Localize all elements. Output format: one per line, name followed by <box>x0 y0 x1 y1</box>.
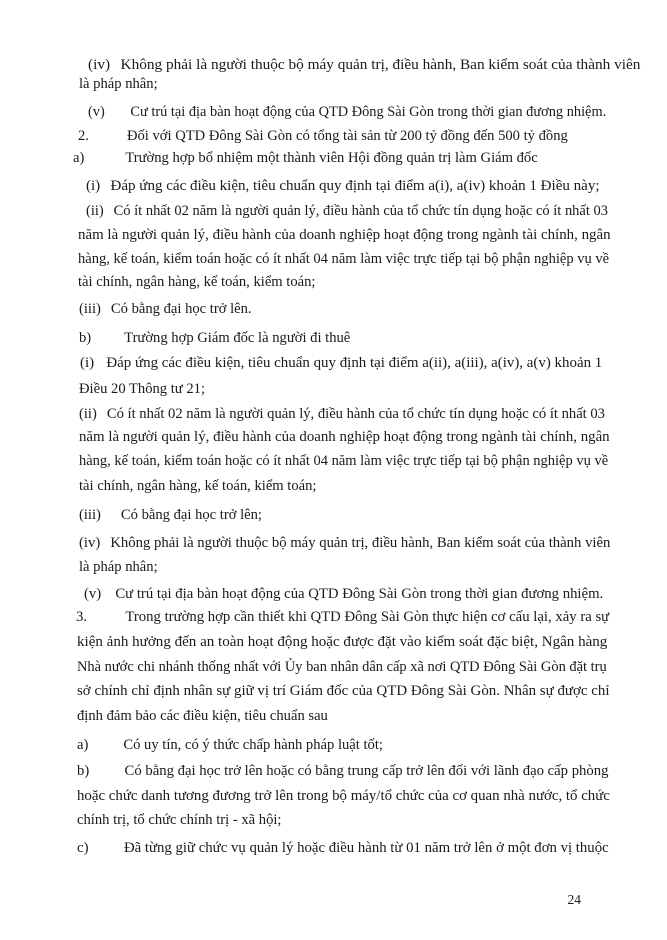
list-marker: b) <box>79 330 92 346</box>
line-text: Trong trường hợp cần thiết khi QTD Đông Sài Gòn thực hiện cơ cấu lại, xảy ra sự <box>125 609 610 625</box>
list-marker: (i) <box>80 355 95 371</box>
text-line <box>79 300 252 318</box>
list-marker: a) <box>73 150 85 166</box>
text-line <box>88 103 606 121</box>
line-text: Có ít nhất 02 năm là người quản lý, điều hành của tổ chức tín dụng hoặc có ít nhất 03 <box>113 203 608 219</box>
line-text: Cư trú tại địa bàn hoạt động của QTD Đông Sài Gòn trong thời gian đương nhiệm. <box>130 104 607 120</box>
line-text: Không phải là người thuộc bộ máy quản trị, điều hành, Ban kiểm soát của thành viên <box>120 57 641 73</box>
line-text: Nhà nước chi nhánh thống nhất với Ủy ban nhân dân cấp xã nơi QTD Đông Sài Gòn đặt trụ <box>77 659 607 675</box>
text-line <box>73 149 538 167</box>
text-line <box>76 608 609 626</box>
text-line <box>86 202 608 220</box>
text-line <box>79 477 317 495</box>
line-text: Điều 20 Thông tư 21; <box>79 381 206 397</box>
text-line <box>77 682 609 700</box>
line-text: sở chính chỉ định nhân sự giữ vị trí Giám đốc của QTD Đông Sài Gòn. Nhân sự được chỉ <box>77 683 610 699</box>
line-text: Đáp ứng các điều kiện, tiêu chuẩn quy định tại điểm a(i), a(iv) khoản 1 Điều này; <box>110 178 600 194</box>
line-text: Có bằng đại học trở lên. <box>110 301 252 317</box>
list-marker: 3. <box>76 609 88 625</box>
text-line <box>78 250 609 268</box>
line-text: Đáp ứng các điều kiện, tiêu chuẩn quy định tại điểm a(ii), a(iii), a(iv), a(v) khoản 1 <box>106 355 603 371</box>
line-text: tài chính, ngân hàng, kế toán, kiểm toán; <box>78 274 316 290</box>
text-line <box>88 56 640 74</box>
line-text: năm là người quản lý, điều hành của doanh nghiệp hoạt động trong ngành tài chính, ngân <box>79 429 610 445</box>
text-line <box>79 329 350 347</box>
text-line <box>79 506 262 524</box>
line-text: kiện ảnh hưởng đến an toàn hoạt động hoặc được đặt vào kiểm soát đặc biệt, Ngân hàng <box>77 634 608 650</box>
line-text: Cư trú tại địa bàn hoạt động của QTD Đông Sài Gòn trong thời gian đương nhiệm. <box>115 586 604 602</box>
line-text: hàng, kế toán, kiểm toán hoặc có ít nhất 04 năm làm việc trực tiếp tại bộ phận nghiệp vụ về <box>79 453 609 469</box>
line-text: hoặc chức danh tương đương trở lên trong bộ máy/tổ chức của cơ quan nhà nước, tổ chức <box>77 788 610 804</box>
list-marker: (iii) <box>79 507 101 523</box>
text-line <box>77 707 328 725</box>
text-line <box>77 658 607 676</box>
line-text: là pháp nhân; <box>79 559 158 575</box>
text-line <box>79 534 610 552</box>
line-text: hàng, kế toán, kiểm toán hoặc có ít nhất 04 năm làm việc trực tiếp tại bộ phận nghiệp vụ về <box>78 251 610 267</box>
text-line <box>84 585 603 603</box>
text-line <box>77 633 607 651</box>
text-line <box>77 787 610 805</box>
list-marker: c) <box>77 840 89 856</box>
text-line <box>78 226 611 244</box>
list-marker: (i) <box>86 178 101 194</box>
list-marker: (ii) <box>79 406 97 422</box>
line-text: Có uy tín, có ý thức chấp hành pháp luật tốt; <box>123 737 383 753</box>
line-text: Có bằng đại học trở lên; <box>120 507 262 523</box>
text-line <box>79 405 605 423</box>
list-marker: (v) <box>88 104 105 120</box>
text-line <box>78 127 568 145</box>
list-marker: (iii) <box>79 301 101 317</box>
list-marker: 2. <box>78 128 89 144</box>
line-text: Trường hợp bổ nhiệm một thành viên Hội đồng quản trị làm Giám đốc <box>125 150 538 166</box>
text-line <box>80 354 602 372</box>
text-line <box>77 736 383 754</box>
list-marker: (v) <box>84 586 102 602</box>
page-number: 24 <box>567 892 581 907</box>
list-marker: (iv) <box>79 535 101 551</box>
line-text: Không phải là người thuộc bộ máy quản trị, điều hành, Ban kiểm soát của thành viên <box>110 535 611 551</box>
text-line <box>79 452 608 470</box>
text-line <box>79 75 158 93</box>
list-marker: a) <box>77 737 89 753</box>
line-text: Có ít nhất 02 năm là người quản lý, điều hành của tổ chức tín dụng hoặc có ít nhất 03 <box>106 406 605 422</box>
text-line <box>78 273 316 291</box>
list-marker: (ii) <box>86 203 104 219</box>
list-marker: (iv) <box>88 57 111 73</box>
list-marker: b) <box>77 763 90 779</box>
text-line <box>79 428 610 446</box>
text-line <box>77 839 609 857</box>
line-text: Đã từng giữ chức vụ quản lý hoặc điều hành từ 01 năm trở lên ở một đơn vị thuộc <box>123 840 609 856</box>
text-line <box>77 811 281 829</box>
line-text: Có bằng đại học trở lên hoặc có bằng trung cấp trở lên đối với lãnh đạo cấp phòng <box>124 763 609 779</box>
line-text: Trường hợp Giám đốc là người đi thuê <box>124 330 351 346</box>
line-text: chính trị, tổ chức chính trị - xã hội; <box>77 812 282 828</box>
text-line <box>79 380 205 398</box>
line-text: năm là người quản lý, điều hành của doanh nghiệp hoạt động trong ngành tài chính, ngân <box>78 227 611 243</box>
line-text: là pháp nhân; <box>79 76 158 92</box>
line-text: Đối với QTD Đông Sài Gòn có tổng tài sản từ 200 tỷ đồng đến 500 tỷ đồng <box>126 128 568 144</box>
text-line <box>86 177 600 195</box>
text-line <box>77 762 608 780</box>
line-text: tài chính, ngân hàng, kế toán, kiểm toán; <box>79 478 317 494</box>
line-text: định đảm bảo các điều kiện, tiêu chuẩn sau <box>77 708 328 724</box>
text-line <box>79 558 158 576</box>
